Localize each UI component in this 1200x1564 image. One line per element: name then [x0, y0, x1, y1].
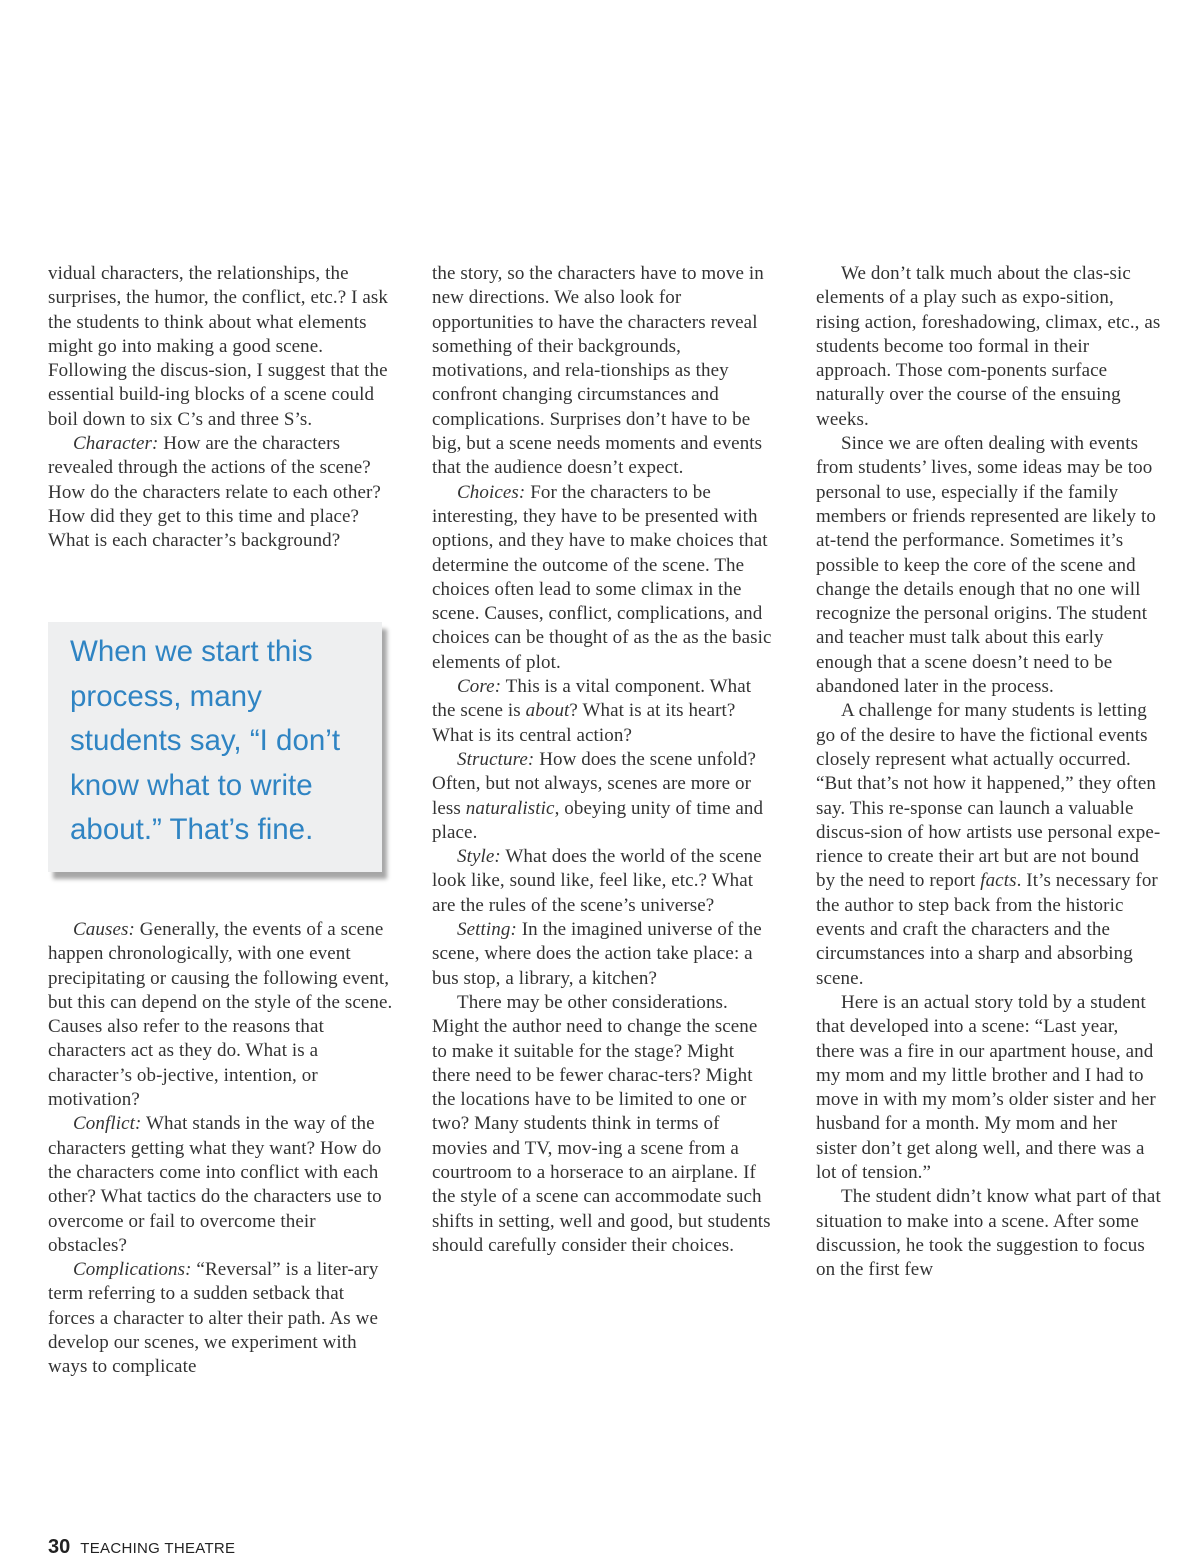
page-footer: [48, 1536, 235, 1559]
text: How does the scene unfold? Often, but not always, scenes are more or less: [432, 748, 757, 819]
paragraph: [816, 699, 1161, 991]
paragraph: There may be other considerations. Might the author need to change the scene to make it suitable for the stage? Might there need to be fewer charac-ters? Might the locations have to be limited to one or two? Many students think in terms of movies and TV, mov-ing a scene from a courtroom to a horserace to an airplane. If the style of a scene can accommodate such shifts in setting, well and good, but students should carefully consider their choices.: [432, 991, 771, 1256]
paragraph-complications: [48, 1258, 393, 1379]
paragraph-conflict: [48, 1112, 393, 1258]
paragraph-core: [432, 675, 777, 748]
paragraph-choices: [432, 481, 777, 675]
page-number: 30: [48, 1536, 71, 1558]
column-1-lower: [48, 918, 393, 1380]
text: , obeying unity of time and place.: [432, 797, 764, 843]
column-3: [816, 262, 1161, 1282]
term-structure: Structure:: [457, 748, 535, 770]
term-core: Core:: [457, 676, 502, 698]
emphasis: facts: [980, 870, 1017, 892]
paragraph: the story, so the characters have to move in new directions. We also look for opportunities to have the characters reveal something of their backgrounds, motivations, and rela-tionships as they confront changing circumstances and complications. Surprises don’t have to be big, but a scene needs moments and events that the audience doesn’t expect.: [432, 263, 764, 479]
text: A challenge for many students is letting go of the desire to have the fictional events closely represent what actually occurred. “But that’s not how it happened,” they often say. This re-sponse can launch a valuable discus-sion of how artists use personal expe-rience to create their art but are not bound by the need to report: [816, 700, 1161, 892]
text: What stands in the way of the characters getting what they want? How do the characters come into conflict with each other? What tactics do the characters use to overcome or fail to overcome their obstacles?: [48, 1113, 382, 1256]
paragraph-style: [432, 845, 777, 918]
column-1-upper: [48, 262, 393, 554]
column-2: [432, 262, 777, 1258]
text: How are the characters revealed through the actions of the scene? How do the characters relate to each other? How did they get to this time and place? What is each character’s background?: [48, 433, 381, 552]
text: What does the world of the scene look like, sound like, feel like, etc.? What are the rules of the scene’s universe?: [432, 846, 762, 916]
text: ? What is at its heart? What is its central action?: [432, 700, 736, 746]
paragraph: We don’t talk much about the clas-sic elements of a play such as expo-sition, rising action, foreshadowing, climax, etc., as students become too formal in their approach. Those com-ponents surface naturally over the course of the ensuing weeks.: [816, 263, 1161, 430]
text: In the imagined universe of the scene, where does the action take place: a bus stop, a library, a kitchen?: [432, 919, 762, 989]
paragraph: Here is an actual story told by a student that developed into a scene: “Last year, there was a fire in our apartment house, and my mom and my little brother and I had to move in with my mom’s older sister and her husband for a month. My mom and her sister don’t get along well, and there was a lot of tension.”: [816, 991, 1156, 1183]
term-causes: Causes:: [73, 919, 135, 940]
publication-name: TEACHING THEATRE: [80, 1540, 236, 1557]
term-conflict: Conflict:: [73, 1113, 142, 1135]
paragraph: vidual characters, the relationships, the surprises, the humor, the conflict, etc.? I ask the students to think about what elements might go into making a good scene. Following the discus-sion, I suggest that the essential build-ing blocks of a scene could boil down to six C’s and three S’s.: [48, 263, 389, 430]
text: Generally, the events of a scene happen chronologically, with one event precipitating or causing the following event, but this can depend on the style of the scene. Causes also refer to the reasons that characters act as they do. What is a character’s ob-jective, intention, or motivation?: [48, 919, 393, 1111]
paragraph-setting: [432, 918, 777, 991]
text: For the characters to be interesting, they have to be presented with options, and they have to make choices that determine the outcome of the scene. The choices often lead to some climax in the scene. Causes, conflict, complications, and choices can be thought of as the as the basic elements of plot.: [432, 481, 772, 673]
term-character: Character:: [73, 433, 159, 455]
term-style: Style:: [457, 846, 501, 868]
term-choices: Choices:: [457, 481, 526, 503]
pull-quote-text: When we start this process, many students say, “I don’t know what to write about.” That’s fine.: [70, 635, 341, 846]
term-setting: Setting:: [457, 919, 517, 941]
emphasis: naturalistic: [465, 797, 555, 819]
paragraph-causes: [48, 918, 393, 1112]
paragraph-character: [48, 432, 393, 553]
pull-quote-box: [48, 622, 382, 872]
paragraph: Since we are often dealing with events from students’ lives, some ideas may be too personal to use, especially if the family members or friends represented are likely to at-tend the performance. Sometimes it’s possible to keep the core of the scene and change the details enough that no one will recognize the personal origins. The student and teacher must talk about this early enough that a scene doesn’t need to be abandoned later in the process.: [816, 433, 1156, 698]
text: This is a vital component. What the scene is: [432, 676, 752, 722]
paragraph: The student didn’t know what part of that situation to make into a scene. After some discussion, he took the suggestion to focus on the first few: [816, 1186, 1161, 1281]
emphasis: about: [525, 700, 570, 722]
term-complications: Complications:: [73, 1259, 192, 1281]
paragraph-structure: [432, 748, 777, 845]
text: . It’s necessary for the author to step back from the historic events and craft the characters and the circumstances into a sharp and absorbing scene.: [816, 870, 1158, 989]
text: “Reversal” is a liter-ary term referring to a sudden setback that forces a character to alter their path. As we develop our scenes, we experiment with ways to complicate: [48, 1259, 379, 1378]
